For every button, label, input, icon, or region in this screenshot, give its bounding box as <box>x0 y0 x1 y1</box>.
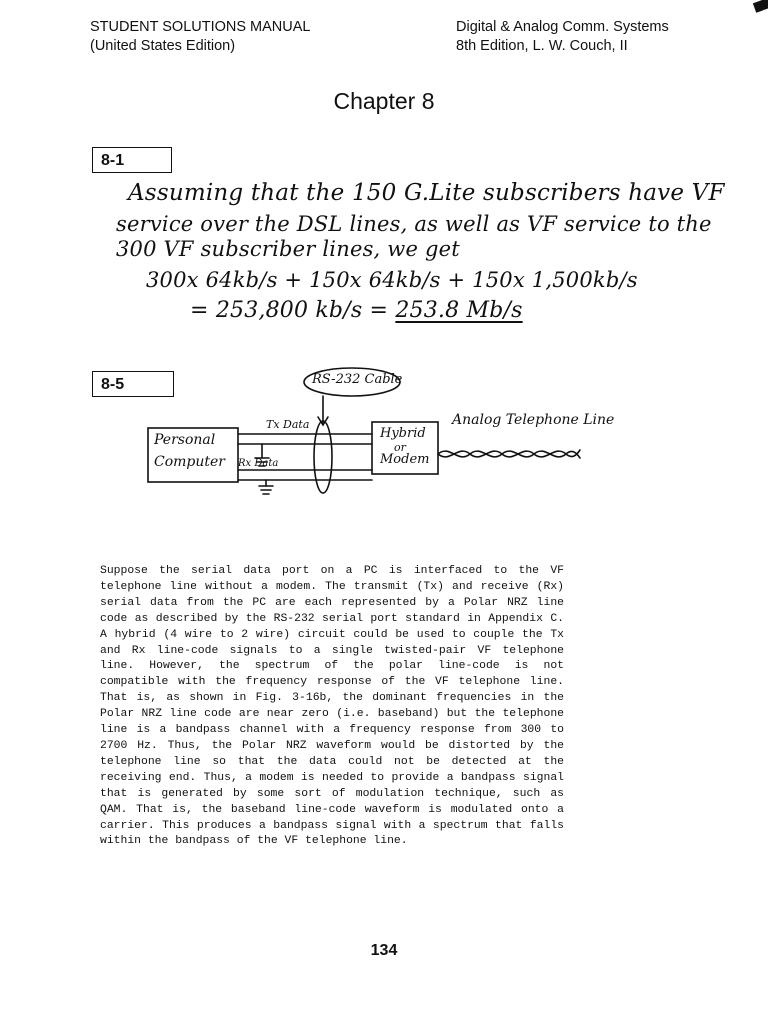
hybrid-label-3: Modem <box>380 452 430 467</box>
line-label: Analog Telephone Line <box>452 412 615 428</box>
handwritten-line-5-text: = 253,800 kb/s = <box>190 298 396 323</box>
pc-label-2: Computer <box>154 454 225 470</box>
header-book-author: 8th Edition, L. W. Couch, II <box>456 38 628 54</box>
modem-diagram <box>140 362 615 502</box>
page-number: 134 <box>370 942 398 959</box>
handwritten-line-1: Assuming that the 150 G.Lite subscribers have VF <box>128 180 725 206</box>
tx-label: Tx Data <box>266 418 310 431</box>
handwritten-line-3: 300 VF subscriber lines, we get <box>116 237 460 261</box>
hybrid-label-1: Hybrid <box>380 426 426 441</box>
cable-bundle-ellipse <box>314 421 332 493</box>
problem-8-5-paragraph: Suppose the serial data port on a PC is interfaced to the VF telephone line without a modem. The transmit (Tx) and receive (Rx) serial data from the PC are each represented by a Polar NRZ line code as described by the RS-232 serial port standard in Appendix C. A hybrid (4 wire to 2 wire) circuit could be used to couple the Tx and Rx line-code signals to a single twisted-pair VF telephone line. However, the spectrum of the polar line-code is not compatible with the frequency response of the VF telephone line. That is, as shown in Fig. 3-16b, the dominant frequencies in the Polar NRZ line code are near zero (i.e. baseband) but the telephone line is a bandpass channel with a frequency response from 300 to 2700 Hz. Thus, the Polar NRZ waveform would be distorted by the telephone line so that the data could not be detected at the receiving end. Thus, a modem is needed to provide a bandpass signal that is generated by some sort of modulation technique, such as QAM. That is, the baseband line-code waveform is modulated onto a carrier. This produces a bandpass signal with a spectrum that falls within the bandpass of the VF telephone line. <box>100 565 564 848</box>
handwritten-line-5 <box>190 298 523 323</box>
cable-label: RS-232 Cable <box>312 372 403 387</box>
scan-corner-mark <box>753 0 768 13</box>
rx-label: Rx Data <box>238 458 279 469</box>
handwritten-line-2: service over the DSL lines, as well as VF service to the <box>116 212 712 236</box>
header-right <box>456 18 669 56</box>
handwritten-line-4: 300x 64kb/s + 150x 64kb/s + 150x 1,500kb/s <box>146 268 638 292</box>
problem-label-8-5: 8-5 <box>92 371 174 397</box>
pc-label-1: Personal <box>154 432 216 448</box>
header-manual-title: STUDENT SOLUTIONS MANUAL <box>90 19 311 35</box>
answer-8-1: 253.8 Mb/s <box>395 298 523 323</box>
header-left <box>90 18 311 56</box>
hybrid-label-2: or <box>394 441 406 454</box>
problem-label-8-1: 8-1 <box>92 147 172 173</box>
chapter-title: Chapter 8 <box>333 88 435 114</box>
header-book-title: Digital & Analog Comm. Systems <box>456 19 669 35</box>
header-edition-region: (United States Edition) <box>90 38 236 54</box>
